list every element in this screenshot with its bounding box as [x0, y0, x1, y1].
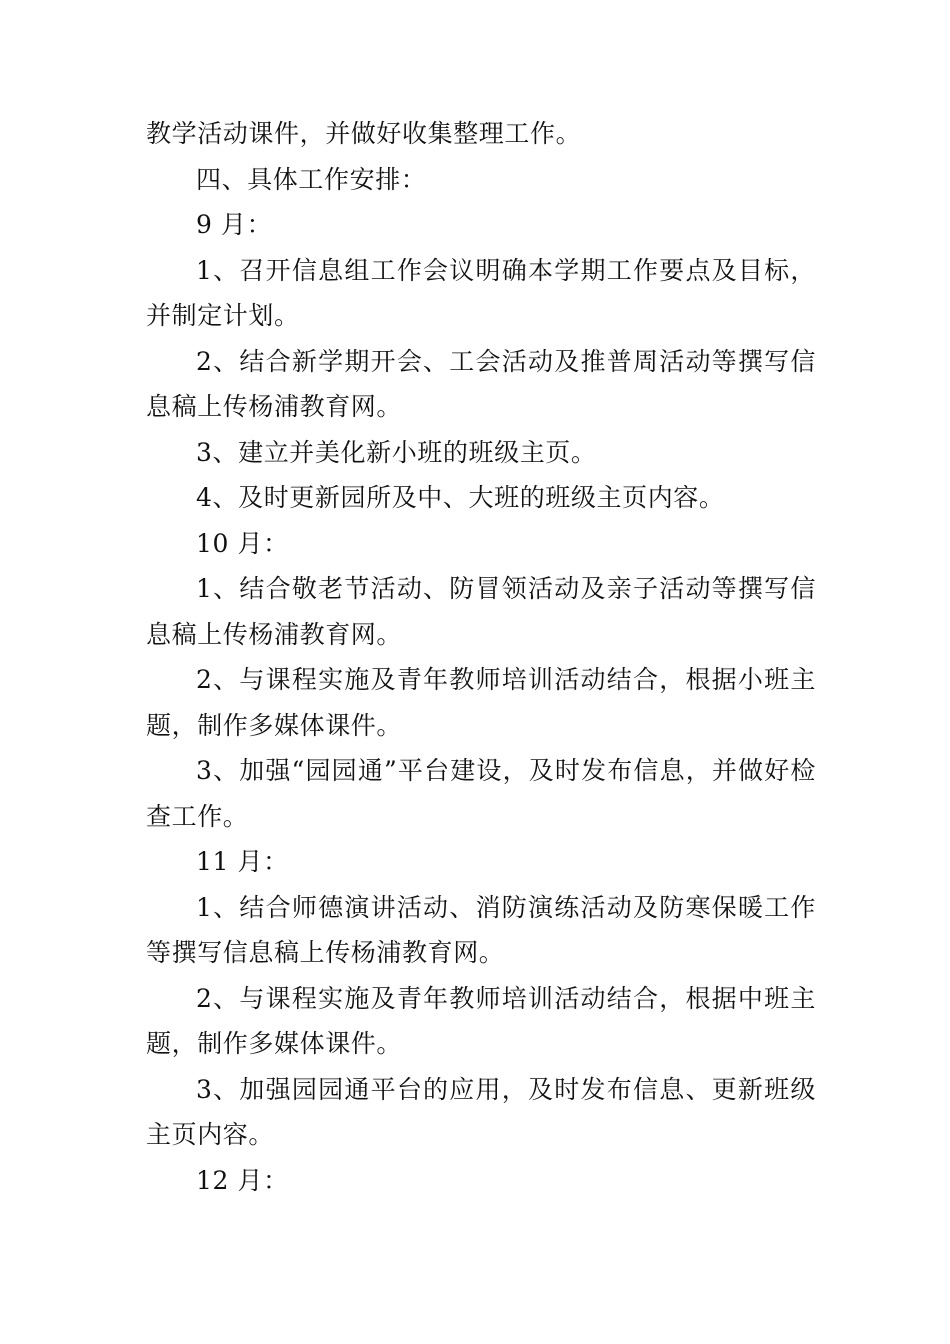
list-item: 3、建立并美化新小班的班级主页。 — [196, 437, 597, 467]
list-item: 1、结合敬老节活动、防冒领活动及亲子活动等撰写信息稿上传杨浦教育网。 — [146, 574, 816, 649]
list-item: 2、结合新学期开会、工会活动及推普周活动等撰写信息稿上传杨浦教育网。 — [146, 346, 816, 421]
document-body — [146, 111, 816, 1203]
section-heading: 四、具体工作安排： — [196, 164, 427, 194]
list-item: 3、加强园园通平台的应用，及时发布信息、更新班级主页内容。 — [146, 1074, 816, 1149]
month-heading-september: 9 月： — [196, 210, 273, 239]
list-item: 3、加强“园园通”平台建设，及时发布信息，并做好检查工作。 — [146, 756, 816, 831]
list-item: 4、及时更新园所及中、大班的班级主页内容。 — [196, 483, 725, 512]
paragraph-continuation: 教学活动课件，并做好收集整理工作。 — [146, 119, 582, 148]
list-item: 1、召开信息组工作会议明确本学期工作要点及目标，并制定计划。 — [146, 255, 816, 330]
list-item: 2、与课程实施及青年教师培训活动结合，根据中班主题，制作多媒体课件。 — [146, 983, 816, 1058]
month-heading-october: 10 月： — [196, 528, 289, 558]
month-heading-december: 12 月： — [196, 1165, 289, 1195]
list-item: 1、结合师德演讲活动、消防演练活动及防寒保暖工作等撰写信息稿上传杨浦教育网。 — [146, 892, 816, 967]
list-item: 2、与课程实施及青年教师培训活动结合，根据小班主题，制作多媒体课件。 — [146, 665, 816, 740]
month-heading-november: 11 月： — [196, 847, 289, 876]
